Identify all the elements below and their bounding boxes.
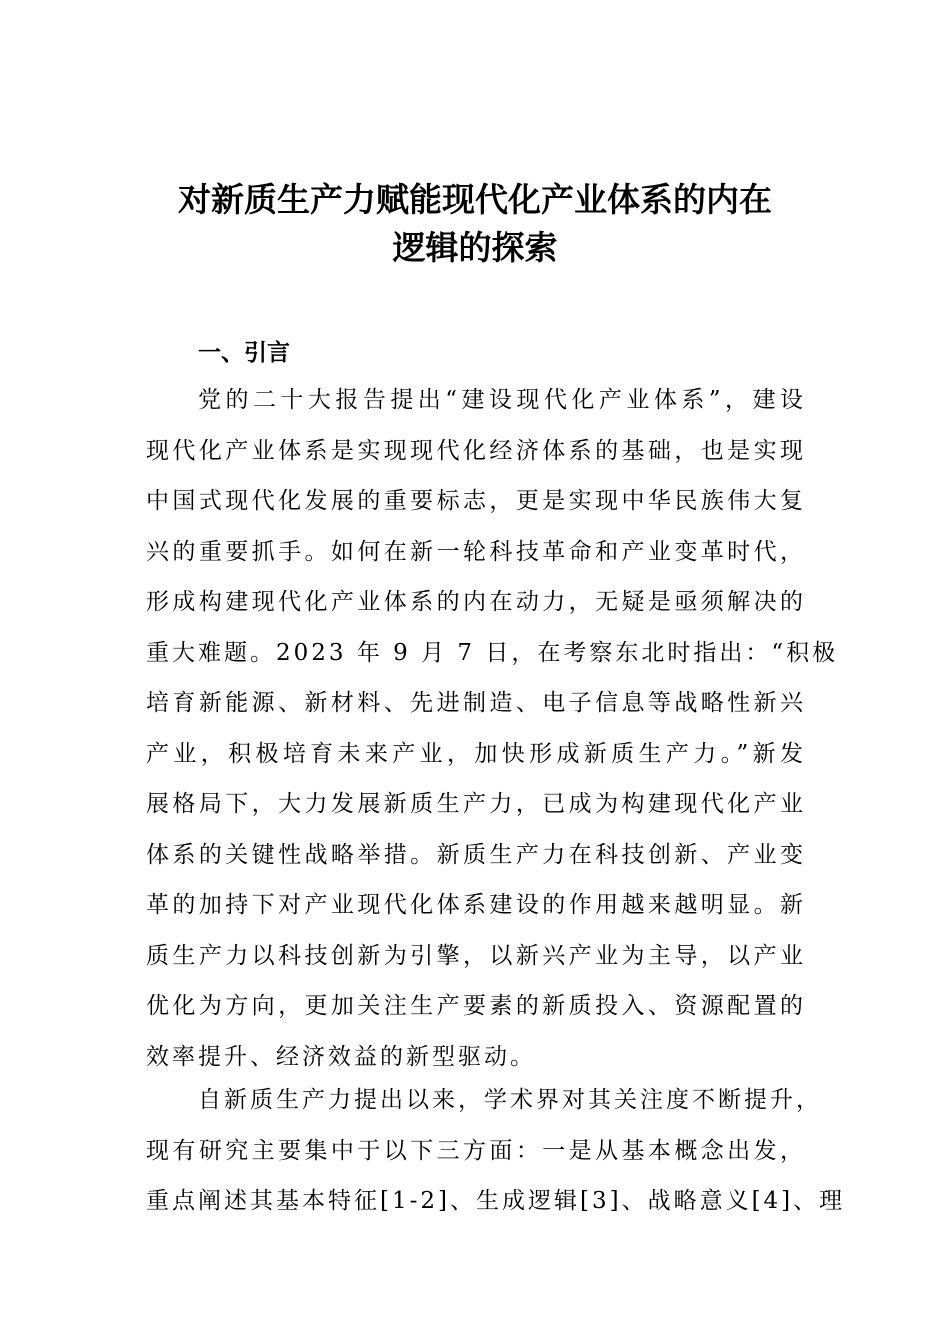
paragraph-line: 优化为方向，更加关注生产要素的新质投入、资源配置的 (146, 993, 806, 1019)
paragraph-line: 效率提升、经济效益的新型驱动。 (146, 1043, 536, 1070)
paragraph-line: 形成构建现代化产业体系的内在动力，无疑是亟须解决的 (146, 589, 806, 615)
paragraph-line: 现有研究主要集中于以下三方面：一是从基本概念出发， (146, 1137, 806, 1164)
paragraph-line: 重大难题。2023 年 9 月 7 日，在考察东北时指出：“积极 (146, 639, 839, 666)
body-paragraph (146, 1075, 846, 1227)
title-line: 对新质生产力赋能现代化产业体系的内在 (178, 180, 772, 219)
document-title (120, 176, 830, 272)
section-heading: 一、引言 (198, 340, 290, 366)
title-line: 逻辑的探索 (392, 228, 558, 267)
body-paragraph (146, 375, 839, 1082)
paragraph-line: 展格局下，大力发展新质生产力，已成为构建现代化产业 (146, 791, 806, 817)
paragraph-line: 重点阐述其基本特征[1-2]、生成逻辑[3]、战略意义[4]、理 (146, 1188, 846, 1214)
paragraph-line: 质生产力以科技创新为引擎，以新兴产业为主导，以产业 (146, 942, 806, 969)
paragraph-line: 革的加持下对产业现代化体系建设的作用越来越明显。新 (146, 892, 806, 918)
paragraph-line: 中国式现代化发展的重要标志，更是实现中华民族伟大复 (146, 488, 806, 514)
paragraph-line: 现代化产业体系是实现现代化经济体系的基础，也是实现 (146, 437, 806, 464)
paragraph-line: 产业，积极培育未来产业，加快形成新质生产力。”新发 (146, 740, 806, 767)
paragraph-line: 党的二十大报告提出“建设现代化产业体系”，建设 (198, 387, 806, 413)
paragraph-line: 培育新能源、新材料、先进制造、电子信息等战略性新兴 (146, 690, 806, 716)
paragraph-line: 自新质生产力提出以来，学术界对其关注度不断提升， (198, 1087, 822, 1113)
paragraph-line: 兴的重要抓手。如何在新一轮科技革命和产业变革时代， (146, 538, 806, 565)
paragraph-line: 体系的关键性战略举措。新质生产力在科技创新、产业变 (146, 841, 806, 868)
